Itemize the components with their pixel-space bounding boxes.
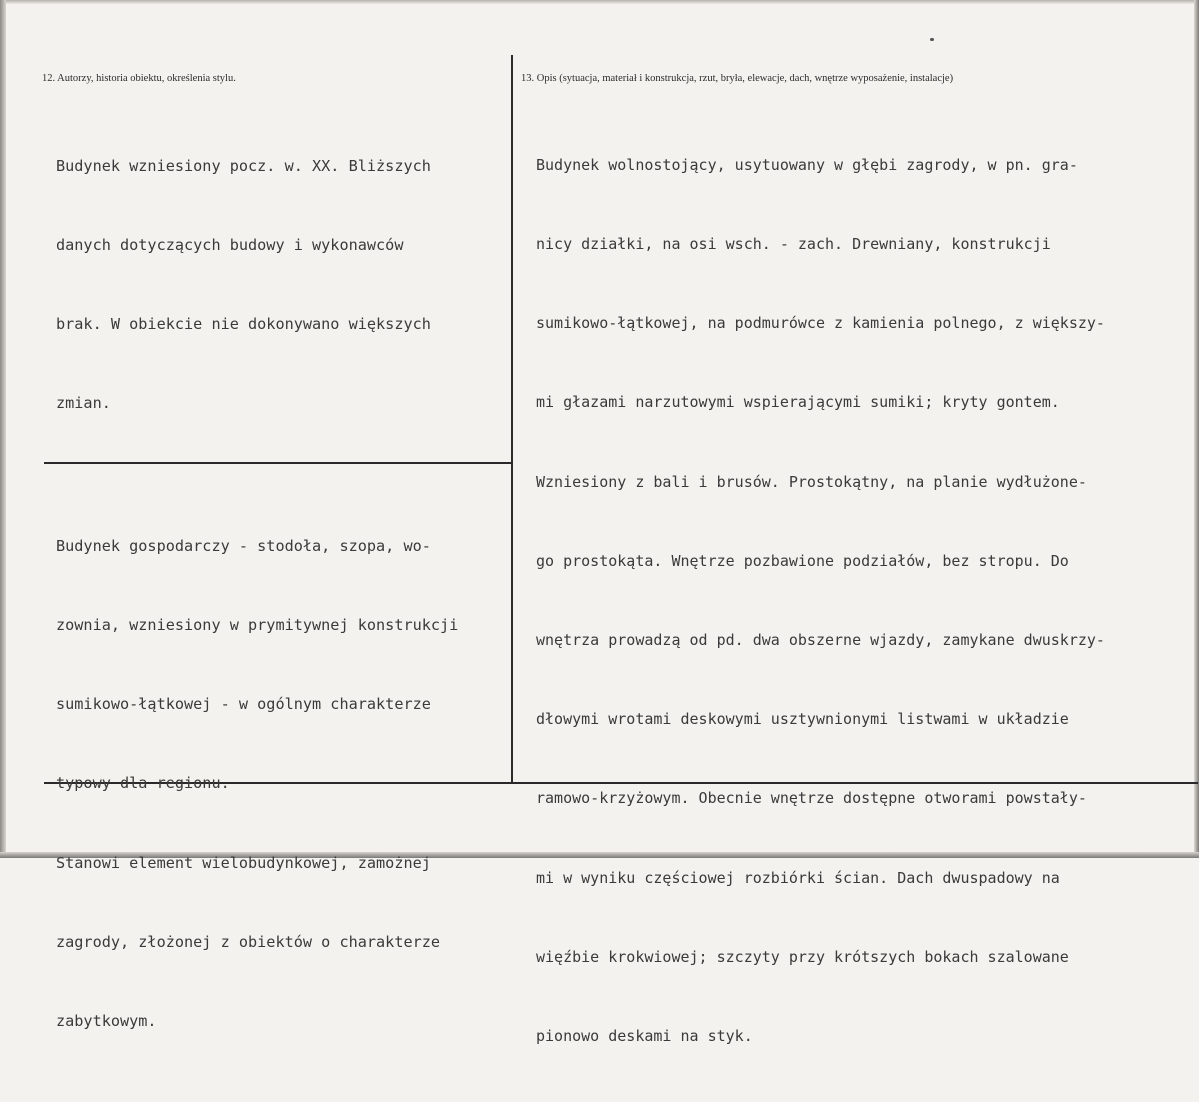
text-line: sumikowo-łątkowej - w ogólnym charakterze	[56, 695, 431, 714]
text-line: nicy działki, na osi wsch. - zach. Drewniany, konstrukcji	[536, 235, 1051, 254]
text-line: danych dotyczących budowy i wykonawców	[56, 236, 404, 255]
text-line: pionowo deskami na styk.	[536, 1027, 753, 1046]
text-line: mi głazami narzutowymi wspierającymi sumiki; kryty gontem.	[536, 393, 1060, 412]
field-13-heading: 13. Opis (sytuacja, materiał i konstrukcja, rzut, bryła, elewacje, dach, wnętrze wyposażenie, instalacje)	[521, 73, 954, 84]
field-13-text	[536, 99, 1105, 1102]
text-line: zownia, wzniesiony w prymitywnej konstrukcji	[56, 616, 459, 635]
text-line: sumikowo-łątkowej, na podmurówce z kamienia polnego, z większy-	[536, 314, 1105, 333]
text-line: zmian.	[56, 394, 111, 413]
text-line: Wzniesiony z bali i brusów. Prostokątny, na planie wydłużone-	[536, 472, 1087, 491]
text-line: mi w wyniku częściowej rozbiórki ścian. Dach dwuspadowy na	[536, 868, 1060, 887]
text-line: Budynek wolnostojący, usytuowany w głębi zagrody, w pn. gra-	[536, 155, 1078, 174]
text-line: go prostokąta. Wnętrze pozbawione podziałów, bez stropu. Do	[536, 551, 1069, 570]
text-line: dłowymi wrotami deskowymi usztywnionymi listwami w układzie	[536, 710, 1069, 729]
text-line: wnętrza prowadzą od pd. dwa obszerne wjazdy, zamykane dwuskrzy-	[536, 631, 1105, 650]
text-line: zagrody, złożonej z obiektów o charakterze	[56, 932, 441, 951]
field-12-text	[56, 100, 431, 470]
field-12-supplement-text	[56, 480, 458, 1087]
text-line: ramowo-krzyżowym. Obecnie wnętrze dostępne otworami powstały-	[536, 789, 1087, 808]
card-edge-left	[0, 0, 6, 858]
ink-speck	[930, 38, 934, 41]
text-line: zabytkowym.	[56, 1012, 157, 1031]
text-line: Budynek wzniesiony pocz. w. XX. Bliższych	[56, 156, 431, 175]
text-line: brak. W obiekcie nie dokonywano większych	[56, 315, 431, 334]
vertical-divider	[511, 55, 513, 783]
text-line: więźbie krokwiowej; szczyty przy krótszych bokach szalowane	[536, 947, 1069, 966]
card-edge-right	[1194, 0, 1199, 858]
field-12-heading: 12. Autorzy, historia obiektu, określenia stylu.	[42, 73, 236, 84]
text-line: Stanowi element wielobudynkowej, zamożnej	[56, 853, 431, 872]
text-line: typowy dla regionu.	[56, 774, 230, 793]
text-line: Budynek gospodarczy - stodoła, szopa, wo-	[56, 536, 431, 555]
card-edge-top	[0, 0, 1199, 4]
